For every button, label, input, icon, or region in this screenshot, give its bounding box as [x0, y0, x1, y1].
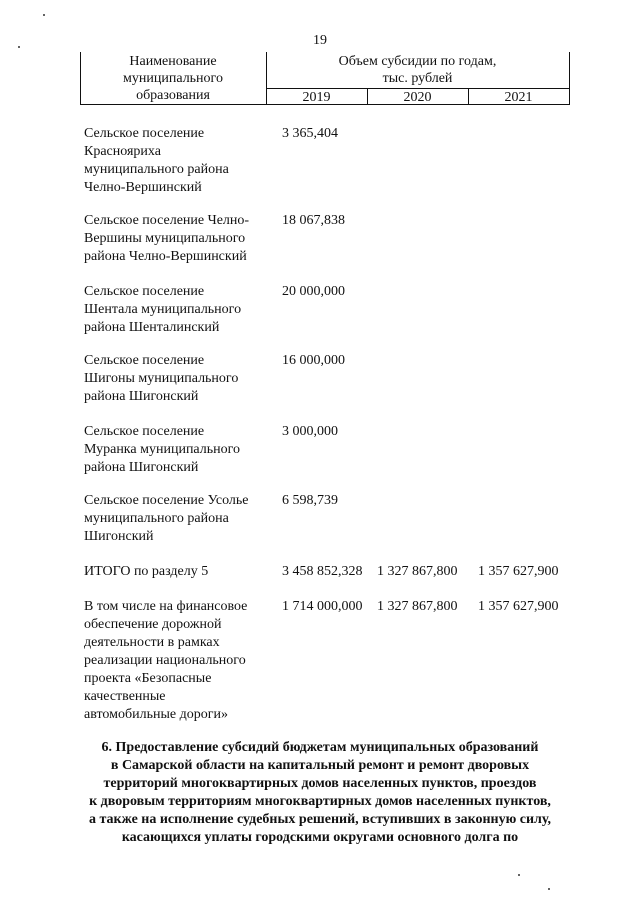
value-2019: 3 000,000	[282, 424, 338, 439]
row-name-line: Сельское поселение Челно-	[84, 213, 250, 228]
row-name-line: Сельское поселение	[84, 424, 205, 439]
row-name-line: Шигоны муниципального	[84, 371, 239, 386]
row-name-line: качественные	[84, 689, 166, 704]
section-heading-line: территорий многоквартирных домов населенных пунктов, проездов	[103, 776, 537, 791]
value-2020: 1 327 867,800	[377, 599, 458, 614]
table-row-name	[84, 598, 274, 724]
value-2021: 1 357 627,900	[478, 564, 559, 579]
row-name-line: района Шигонский	[84, 389, 199, 404]
row-name-line: Шентала муниципального	[84, 302, 242, 317]
value-2019: 16 000,000	[282, 353, 345, 368]
scan-speck	[548, 888, 550, 890]
table-row-name	[84, 125, 274, 197]
value-2019: 18 067,838	[282, 213, 345, 228]
page-number: 19	[313, 33, 327, 48]
table-row-name	[84, 283, 274, 337]
header-name-line: муниципального	[123, 71, 223, 86]
table-row-name	[84, 352, 274, 406]
section-heading-line: 6. Предоставление субсидий бюджетам муниципальных образований	[101, 740, 539, 755]
row-name-line: ИТОГО по разделу 5	[84, 564, 209, 579]
table-row-name	[84, 212, 274, 266]
header-name-line: Наименование	[129, 54, 217, 69]
section-heading-line: а также на исполнение судебных решений, вступивших в законную силу,	[88, 812, 552, 827]
row-name-line: района Шенталинский	[84, 320, 220, 335]
row-name-line: муниципального района	[84, 162, 229, 177]
table-row-name	[84, 492, 274, 546]
section-heading-line: в Самарской области на капитальный ремонт и ремонт дворовых	[110, 758, 530, 773]
table-row-name	[84, 423, 274, 477]
row-name-line: района Челно-Вершинский	[84, 249, 247, 264]
header-subsidy-line: тыс. рублей	[382, 71, 453, 86]
value-2019: 20 000,000	[282, 284, 345, 299]
value-2019: 6 598,739	[282, 493, 338, 508]
header-year-2020: 2020	[403, 90, 432, 105]
value-2019: 3 365,404	[282, 126, 338, 141]
value-2020: 1 327 867,800	[377, 564, 458, 579]
row-name-line: Вершины муниципального	[84, 231, 246, 246]
table-header	[80, 52, 570, 106]
row-name-line: реализации национального	[84, 653, 246, 668]
scan-speck	[18, 46, 20, 48]
section-heading-line: касающихся уплаты городскими округами основного долга по	[121, 830, 519, 845]
header-year-2021: 2021	[504, 90, 533, 105]
row-name-line: проекта «Безопасные	[84, 671, 212, 686]
header-name-line: образования	[136, 88, 210, 103]
row-name-line: муниципального района	[84, 511, 229, 526]
row-name-line: Сельское поселение Усолье	[84, 493, 249, 508]
table-row-name	[84, 563, 274, 581]
row-name-line: Сельское поселение	[84, 284, 205, 299]
value-2019: 3 458 852,328	[282, 564, 363, 579]
header-year-2019: 2019	[302, 90, 331, 105]
value-2021: 1 357 627,900	[478, 599, 559, 614]
row-name-line: Сельское поселение	[84, 126, 205, 141]
value-2019: 1 714 000,000	[282, 599, 363, 614]
row-name-line: обеспечение дорожной	[84, 617, 222, 632]
row-name-line: автомобильные дороги»	[84, 707, 228, 722]
scan-speck	[43, 14, 45, 16]
row-name-line: Шигонский	[84, 529, 154, 544]
row-name-line: В том числе на финансовое	[84, 599, 248, 614]
header-subsidy-column	[266, 53, 569, 87]
header-subsidy-line: Объем субсидии по годам,	[338, 54, 497, 69]
section-6-heading	[60, 739, 580, 847]
row-name-line: Муранка муниципального	[84, 442, 241, 457]
row-name-line: деятельности в рамках	[84, 635, 220, 650]
row-name-line: Сельское поселение	[84, 353, 205, 368]
row-name-line: Краснояриха	[84, 144, 161, 159]
section-heading-line: к дворовым территориям многоквартирных домов населенных пунктов,	[89, 794, 551, 809]
header-name-column	[80, 53, 266, 104]
row-name-line: района Шигонский	[84, 460, 199, 475]
row-name-line: Челно-Вершинский	[84, 180, 202, 195]
scan-speck	[518, 874, 520, 876]
